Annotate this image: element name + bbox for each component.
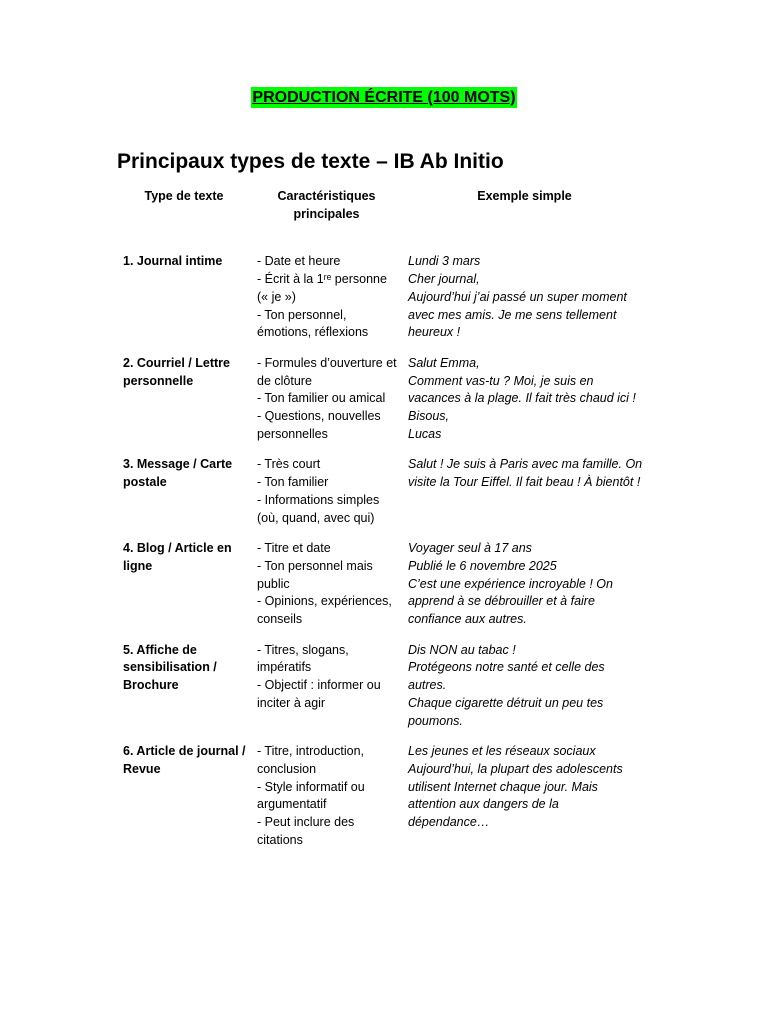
characteristics-cell: - Date et heure - Écrit à la 1ʳᵉ personne (« je ») - Ton personnel, émotions, réflexions [257,254,387,340]
column-header-type: Type de texte [144,189,224,203]
text-type-cell: 1. Journal intime [123,254,223,269]
characteristics-cell: - Titre et date - Ton personnel mais public - Opinions, expériences, conseils [257,541,392,627]
table-row [117,253,647,355]
characteristics-cell: - Titre, introduction, conclusion - Style informatif ou argumentatif - Peut inclure des citations [257,744,365,847]
production-banner: PRODUCTION ÉCRITE (100 MOTS) [252,89,516,106]
example-cell: Voyager seul à 17 ans Publié le 6 novembre 2025 C’est une expérience incroyable ! On apprend à se débrouiller et à faire confiance aux autres. [408,541,613,627]
characteristics-cell: - Très court - Ton familier - Informations simples (où, quand, avec qui) [257,457,380,525]
example-cell: Salut Emma, Comment vas-tu ? Moi, je suis en vacances à la plage. Il fait très chaud ici ! Bisous, Lucas [408,355,636,441]
table-row [117,642,647,744]
banner-container [0,87,768,108]
example-cell: Dis NON au tabac ! Protégeons notre santé et celle des autres. Chaque cigarette détruit un peu tes poumons. [408,642,605,728]
example-cell: Les jeunes et les réseaux sociaux Aujourd’hui, la plupart des adolescents utilisent Internet chaque jour. Mais attention aux dangers de la dépendance… [408,744,623,830]
text-type-cell: 4. Blog / Article en ligne [123,541,232,573]
column-header-example: Exemple simple [477,189,572,203]
text-types-table [117,188,647,863]
characteristics-cell: - Titres, slogans, impératifs - Objectif : informer ou inciter à agir [257,642,381,710]
table-row [117,456,647,540]
text-type-cell: 5. Affiche de sensibilisation / Brochure [123,642,217,693]
page-title: Principaux types de texte – IB Ab Initio [117,150,504,173]
text-type-cell: 3. Message / Carte postale [123,457,233,490]
table-row [117,743,647,862]
column-header-characteristics: Caractéristiques principales [277,189,376,221]
table-row [117,540,647,642]
table-header-row [117,188,647,253]
characteristics-cell: - Formules d’ouverture et de clôture - Ton familier ou amical - Questions, nouvelles personnelles [257,355,397,441]
example-cell: Lundi 3 mars Cher journal, Aujourd’hui j’ai passé un super moment avec mes amis. Je me sens tellement heureux ! [408,254,627,340]
text-type-cell: 2. Courriel / Lettre personnelle [123,355,230,388]
text-type-cell: 6. Article de journal / Revue [123,744,246,776]
table-row [117,355,647,457]
example-cell: Salut ! Je suis à Paris avec ma famille. On visite la Tour Eiffel. Il fait beau ! À bientôt ! [408,457,643,490]
